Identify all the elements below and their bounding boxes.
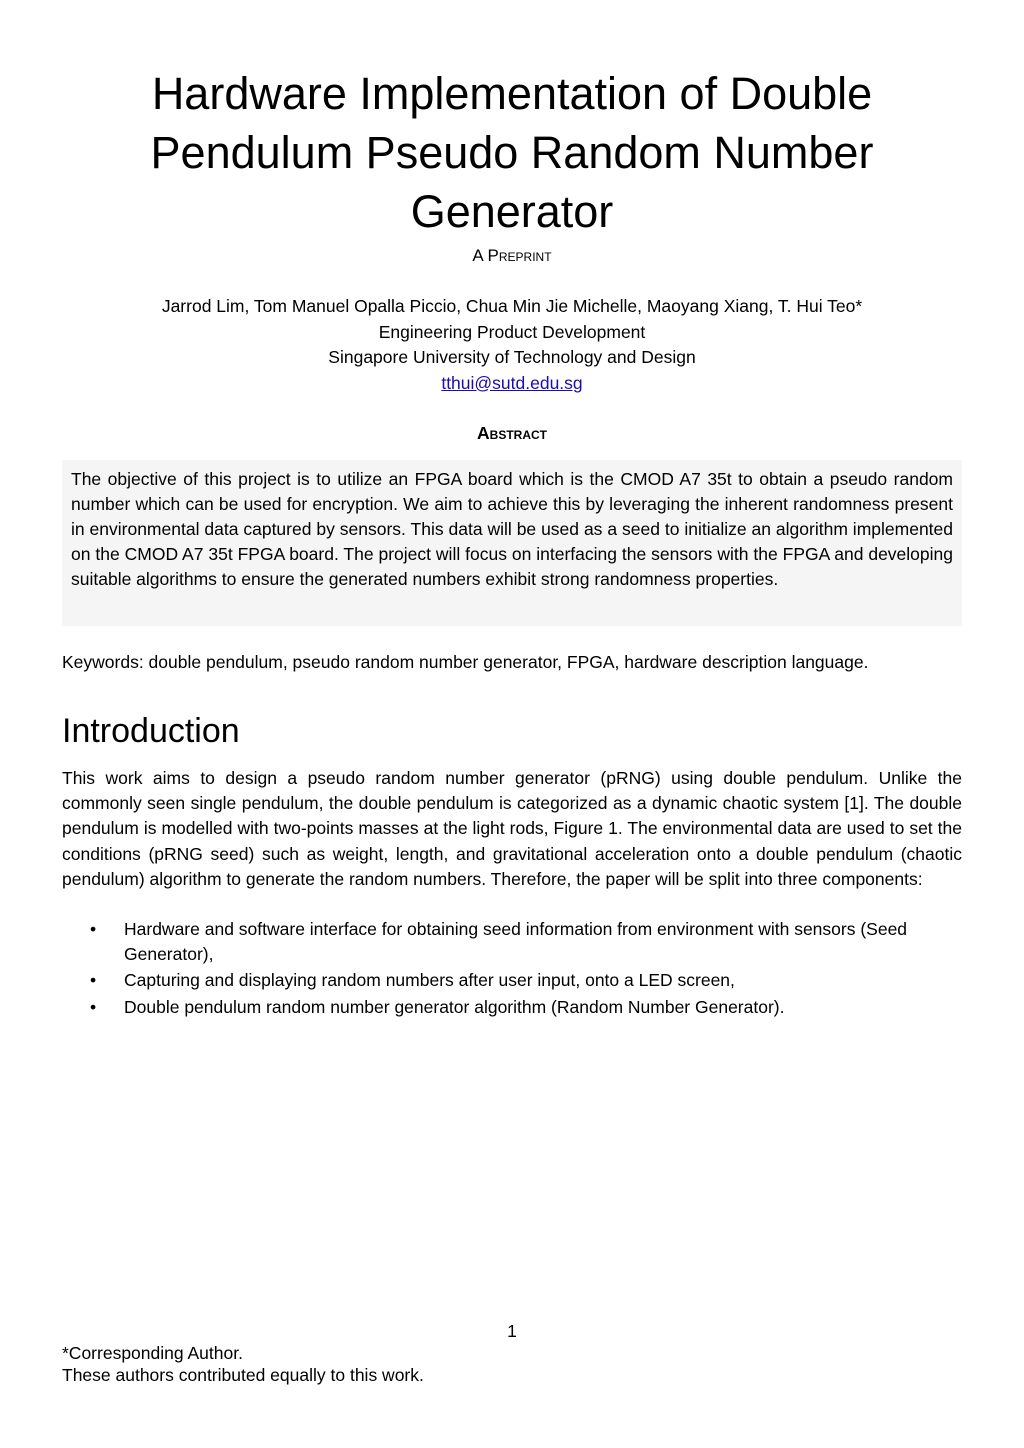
preprint-label: A Preprint	[472, 246, 552, 265]
bullet-icon: •	[90, 919, 97, 939]
bullet-icon: •	[90, 996, 97, 1017]
bullet-icon: •	[90, 970, 97, 991]
list-item	[62, 995, 962, 1020]
author-list: Jarrod Lim, Tom Manuel Opalla Piccio, Chua Min Jie Michelle, Maoyang Xiang, T. Hui Teo*	[161, 296, 863, 316]
page-number: 1	[507, 1321, 517, 1341]
component-list	[62, 917, 962, 1021]
author-block	[62, 294, 962, 396]
footnotes	[62, 1342, 962, 1386]
list-item	[62, 968, 962, 993]
title-line-3: Generator	[410, 186, 614, 237]
keywords: Keywords: double pendulum, pseudo random number generator, FPGA, hardware description language.	[62, 652, 869, 672]
section-heading-introduction: Introduction	[62, 712, 240, 750]
footnote-corresponding-author: *Corresponding Author.	[62, 1343, 243, 1363]
list-item-text: Hardware and software interface for obtaining seed information from environment with sensors (Seed Generator),	[124, 919, 908, 965]
abstract-text: The objective of this project is to utilize an FPGA board which is the CMOD A7 35t to obtain a pseudo random number which can be used for encryption. We aim to achieve this by leveraging the inherent randomness present in environmental data captured by sensors. This data will be used as a seed to initialize an algorithm implemented on the CMOD A7 35t FPGA board. The project will focus on interfacing the sensors with the FPGA and developing suitable algorithms to ensure the generated numbers exhibit strong randomness properties.	[71, 469, 953, 589]
list-item-text: Double pendulum random number generator algorithm (Random Number Generator).	[124, 996, 785, 1017]
title-line-1: Hardware Implementation of Double	[151, 68, 873, 119]
abstract-heading: Abstract	[477, 423, 547, 443]
footnote-equal-contribution: These authors contributed equally to this work.	[62, 1365, 424, 1385]
abstract-box	[62, 460, 962, 626]
list-item	[62, 917, 962, 967]
department: Engineering Product Development	[378, 321, 646, 342]
institution: Singapore University of Technology and Design	[328, 347, 696, 367]
email-link[interactable]: tthui@sutd.edu.sg	[441, 372, 583, 393]
paper-title	[62, 64, 962, 241]
introduction-paragraph: This work aims to design a pseudo random number generator (pRNG) using double pendulum. Unlike the commonly seen single pendulum, the double pendulum is categorized as a dynamic chaotic system [1]. The double pendulum is modelled with two-points masses at the light rods, Figure 1. The environmental data are used to set the conditions (pRNG seed) such as weight, length, and gravitational acceleration onto a double pendulum (chaotic pendulum) algorithm to generate the random numbers. Therefore, the paper will be split into three components:	[62, 768, 962, 889]
title-line-2: Pendulum Pseudo Random Number	[150, 127, 874, 178]
list-item-text: Capturing and displaying random numbers after user input, onto a LED screen,	[124, 970, 735, 991]
